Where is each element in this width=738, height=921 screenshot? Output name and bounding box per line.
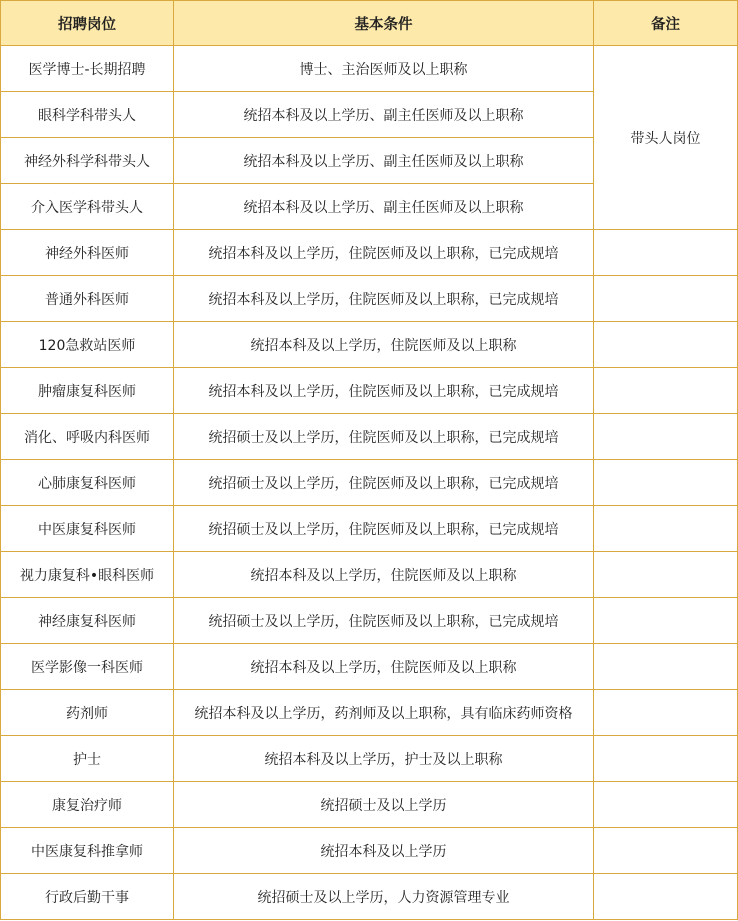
cell-remark bbox=[594, 690, 738, 736]
cell-conditions: 统招本科及以上学历，住院医师及以上职称 bbox=[174, 644, 594, 690]
cell-remark bbox=[594, 736, 738, 782]
cell-conditions: 统招硕士及以上学历，住院医师及以上职称，已完成规培 bbox=[174, 414, 594, 460]
cell-conditions: 统招本科及以上学历，药剂师及以上职称，具有临床药师资格 bbox=[174, 690, 594, 736]
table-row bbox=[1, 874, 738, 920]
table-header bbox=[1, 1, 738, 46]
cell-remark bbox=[594, 276, 738, 322]
cell-conditions: 统招本科及以上学历，护士及以上职称 bbox=[174, 736, 594, 782]
cell-conditions: 统招本科及以上学历、副主任医师及以上职称 bbox=[174, 92, 594, 138]
cell-remark bbox=[594, 322, 738, 368]
cell-remark bbox=[594, 828, 738, 874]
cell-position: 神经外科医师 bbox=[1, 230, 174, 276]
cell-conditions: 博士、主治医师及以上职称 bbox=[174, 46, 594, 92]
header-conditions: 基本条件 bbox=[174, 1, 594, 46]
cell-position: 医学影像一科医师 bbox=[1, 644, 174, 690]
cell-position: 护士 bbox=[1, 736, 174, 782]
table-row bbox=[1, 506, 738, 552]
cell-position: 肿瘤康复科医师 bbox=[1, 368, 174, 414]
cell-remark bbox=[594, 368, 738, 414]
cell-position: 消化、呼吸内科医师 bbox=[1, 414, 174, 460]
table-row bbox=[1, 368, 738, 414]
table-row bbox=[1, 552, 738, 598]
cell-position: 医学博士-长期招聘 bbox=[1, 46, 174, 92]
table-row bbox=[1, 782, 738, 828]
table-row bbox=[1, 828, 738, 874]
header-remarks: 备注 bbox=[594, 1, 738, 46]
cell-conditions: 统招本科及以上学历，住院医师及以上职称 bbox=[174, 552, 594, 598]
cell-remark bbox=[594, 874, 738, 920]
cell-conditions: 统招本科及以上学历，住院医师及以上职称，已完成规培 bbox=[174, 368, 594, 414]
cell-remark bbox=[594, 414, 738, 460]
table-row bbox=[1, 230, 738, 276]
cell-conditions: 统招硕士及以上学历，住院医师及以上职称，已完成规培 bbox=[174, 598, 594, 644]
table-row bbox=[1, 46, 738, 92]
cell-position: 神经康复科医师 bbox=[1, 598, 174, 644]
cell-conditions: 统招本科及以上学历 bbox=[174, 828, 594, 874]
cell-position: 神经外科学科带头人 bbox=[1, 138, 174, 184]
cell-position: 行政后勤干事 bbox=[1, 874, 174, 920]
cell-remark bbox=[594, 644, 738, 690]
cell-conditions: 统招硕士及以上学历，住院医师及以上职称，已完成规培 bbox=[174, 506, 594, 552]
cell-remark bbox=[594, 782, 738, 828]
table-row bbox=[1, 690, 738, 736]
table-body bbox=[1, 46, 738, 920]
cell-position: 普通外科医师 bbox=[1, 276, 174, 322]
header-row bbox=[1, 1, 738, 46]
cell-remark-leader: 带头人岗位 bbox=[594, 46, 738, 230]
cell-position: 中医康复科医师 bbox=[1, 506, 174, 552]
cell-conditions: 统招本科及以上学历，住院医师及以上职称，已完成规培 bbox=[174, 230, 594, 276]
cell-conditions: 统招本科及以上学历，住院医师及以上职称，已完成规培 bbox=[174, 276, 594, 322]
table-row bbox=[1, 414, 738, 460]
table-row bbox=[1, 736, 738, 782]
cell-conditions: 统招硕士及以上学历 bbox=[174, 782, 594, 828]
cell-position: 120急救站医师 bbox=[1, 322, 174, 368]
cell-remark bbox=[594, 230, 738, 276]
table-row bbox=[1, 460, 738, 506]
cell-position: 心肺康复科医师 bbox=[1, 460, 174, 506]
cell-position: 眼科学科带头人 bbox=[1, 92, 174, 138]
table-row bbox=[1, 322, 738, 368]
cell-remark bbox=[594, 506, 738, 552]
cell-conditions: 统招本科及以上学历，住院医师及以上职称 bbox=[174, 322, 594, 368]
cell-conditions: 统招硕士及以上学历，住院医师及以上职称，已完成规培 bbox=[174, 460, 594, 506]
table-row bbox=[1, 598, 738, 644]
cell-remark bbox=[594, 552, 738, 598]
table-row bbox=[1, 644, 738, 690]
cell-conditions: 统招本科及以上学历、副主任医师及以上职称 bbox=[174, 184, 594, 230]
table-row bbox=[1, 276, 738, 322]
cell-remark bbox=[594, 460, 738, 506]
header-position: 招聘岗位 bbox=[1, 1, 174, 46]
cell-conditions: 统招本科及以上学历、副主任医师及以上职称 bbox=[174, 138, 594, 184]
cell-remark bbox=[594, 598, 738, 644]
cell-position: 中医康复科推拿师 bbox=[1, 828, 174, 874]
cell-position: 介入医学科带头人 bbox=[1, 184, 174, 230]
cell-position: 视力康复科•眼科医师 bbox=[1, 552, 174, 598]
cell-position: 康复治疗师 bbox=[1, 782, 174, 828]
cell-position: 药剂师 bbox=[1, 690, 174, 736]
cell-conditions: 统招硕士及以上学历，人力资源管理专业 bbox=[174, 874, 594, 920]
